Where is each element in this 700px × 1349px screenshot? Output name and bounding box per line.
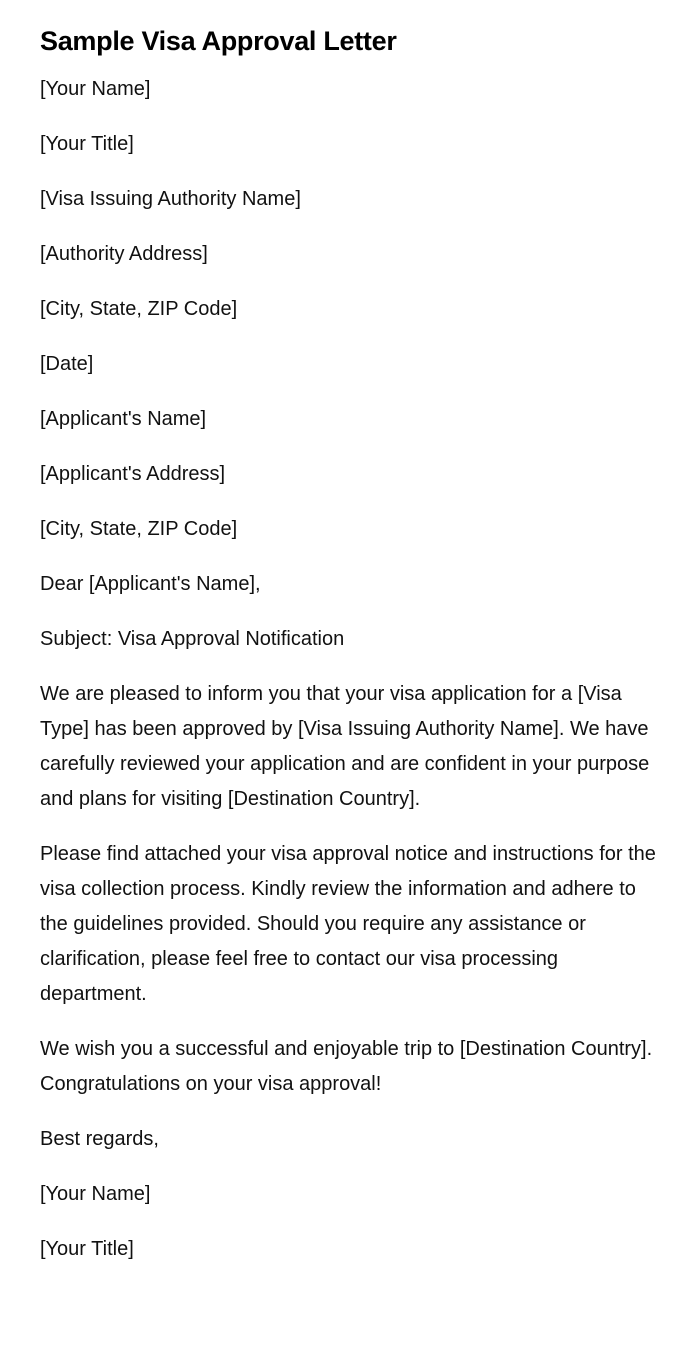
page-title: Sample Visa Approval Letter xyxy=(40,26,397,56)
applicant-address: [Applicant's Address] xyxy=(40,463,226,485)
signature-title: [Your Title] xyxy=(40,1238,134,1260)
authority-city: [City, State, ZIP Code] xyxy=(40,298,238,320)
signature-name: [Your Name] xyxy=(40,1183,151,1205)
salutation: Dear [Applicant's Name], xyxy=(40,573,261,595)
sender-title: [Your Title] xyxy=(40,133,134,155)
subject-line: Subject: Visa Approval Notification xyxy=(40,628,345,650)
letter-date: [Date] xyxy=(40,353,94,375)
body-paragraph-instructions: Please find attached your visa approval notice and instructions for the visa collection process. Kindly review the information and adhere to the guidelines provided. Should you require any assistance or clarification, please feel free to contact our visa processing department. xyxy=(40,843,656,1005)
body-paragraph-approval: We are pleased to inform you that your visa application for a [Visa Type] has been approved by [Visa Issuing Authority Name]. We have carefully reviewed your application and are confident in your purpose and plans for visiting [Destination Country]. xyxy=(40,683,650,810)
sender-name: [Your Name] xyxy=(40,78,151,100)
authority-address: [Authority Address] xyxy=(40,243,208,265)
closing: Best regards, xyxy=(40,1128,159,1150)
authority-name: [Visa Issuing Authority Name] xyxy=(40,188,301,210)
body-paragraph-wishes: We wish you a successful and enjoyable trip to [Destination Country]. Congratulations on your visa approval! xyxy=(40,1038,653,1095)
applicant-name: [Applicant's Name] xyxy=(40,408,207,430)
applicant-city: [City, State, ZIP Code] xyxy=(40,518,238,540)
